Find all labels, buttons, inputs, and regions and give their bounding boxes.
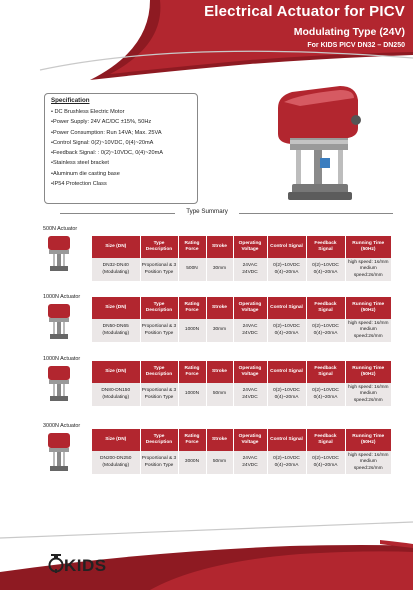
actuator-label: 1000N Actuator [43, 294, 81, 300]
actuator-label: 3000N Actuator [43, 423, 81, 429]
spec-table [92, 361, 391, 406]
column-header: Rating Force [178, 361, 206, 383]
divider [60, 213, 175, 214]
table-row [92, 451, 391, 474]
kids-logo: KIDS [64, 556, 107, 575]
column-header: Feedback Signal [306, 361, 345, 383]
table-cell: 0(2)~10VDC 0(4)~20mA [306, 451, 345, 474]
column-header: Running Time (50Hz) [345, 429, 391, 451]
column-header: Feedback Signal [306, 297, 345, 319]
column-header: Operating Voltage [233, 236, 267, 258]
column-header: Control Signal [267, 429, 306, 451]
column-header: Rating Force [178, 429, 206, 451]
table-cell: 0(2)~10VDC 0(4)~20mA [267, 451, 306, 474]
table-cell: DN50-DN65 (Modulating) [92, 319, 140, 342]
actuator-thumbnail [45, 302, 73, 342]
table-cell: 3000N [178, 451, 206, 474]
table-cell: 24VAC 24VDC [233, 319, 267, 342]
spec-table [92, 236, 391, 281]
spec-item: •Power Supply: 24V AC/DC ±15%, 50Hz [51, 119, 152, 126]
column-header: Rating Force [178, 297, 206, 319]
column-header: Running Time (50Hz) [345, 361, 391, 383]
column-header: Feedback Signal [306, 429, 345, 451]
column-header: Size (DN) [92, 361, 140, 383]
table-cell: 0(2)~10VDC 0(4)~20mA [267, 319, 306, 342]
actuator-thumbnail [45, 431, 73, 475]
table-cell: 0(2)~10VDC 0(4)~20mA [267, 383, 306, 406]
spec-item: •Stainless steel bracket [51, 160, 109, 167]
spec-item: •Feedback Signal: : 0(2)~10VDC, 0(4)~20mA [51, 150, 164, 157]
page-range: For KIDS PICV DN32 – DN250 [307, 42, 405, 49]
table-cell: 30mm [206, 319, 233, 342]
table-cell: DN80-DN150 (Modulating) [92, 383, 140, 406]
table-cell: Proportional & 3 Position Type [140, 258, 178, 281]
specification-box [44, 93, 198, 204]
table-cell: 0(2)~10VDC 0(4)~20mA [306, 258, 345, 281]
column-header: Running Time (50Hz) [345, 236, 391, 258]
spec-table [92, 297, 391, 342]
column-header: Size (DN) [92, 429, 140, 451]
column-header: Type Description [140, 361, 178, 383]
column-header: Stroke [206, 361, 233, 383]
column-header: Size (DN) [92, 236, 140, 258]
column-header: Operating Voltage [233, 361, 267, 383]
table-row [92, 319, 391, 342]
table-cell: 1000N [178, 319, 206, 342]
table-cell: DN32-DN40 (Modulating) [92, 258, 140, 281]
column-header: Operating Voltage [233, 297, 267, 319]
spec-item: •IP54 Protection Class [51, 181, 107, 188]
table-cell: 24VAC 24VDC [233, 258, 267, 281]
column-header: Running Time (50Hz) [345, 297, 391, 319]
column-header: Stroke [206, 429, 233, 451]
table-cell: 24VAC 24VDC [233, 383, 267, 406]
table-cell: 0(2)~10VDC 0(4)~20mA [267, 258, 306, 281]
actuator-label: 1000N Actuator [43, 356, 81, 362]
table-cell: Proportional & 3 Position Type [140, 451, 178, 474]
column-header: Operating Voltage [233, 429, 267, 451]
table-cell: 24VAC 24VDC [233, 451, 267, 474]
table-cell: Proportional & 3 Position Type [140, 383, 178, 406]
specification-title: Specification [51, 97, 90, 104]
spec-item: •Power Consumption: Run 14VA; Max. 25VA [51, 129, 162, 136]
actuator-thumbnail [45, 234, 73, 274]
column-header: Type Description [140, 297, 178, 319]
column-header: Control Signal [267, 297, 306, 319]
column-header: Size (DN) [92, 297, 140, 319]
table-cell: 1000N [178, 383, 206, 406]
table-cell: 0(2)~10VDC 0(4)~20mA [306, 319, 345, 342]
table-cell: Proportional & 3 Position Type [140, 319, 178, 342]
column-header: Type Description [140, 236, 178, 258]
table-cell: high speed: 1s/mm medium speed:2s/mm [345, 451, 391, 474]
spec-item: • DC Brushless Electric Motor [51, 109, 125, 115]
column-header: Stroke [206, 297, 233, 319]
spec-item: •Control Signal: 0(2)~10VDC, 0(4)~20mA [51, 139, 154, 146]
column-header: Type Description [140, 429, 178, 451]
footer-banner [0, 500, 413, 590]
kids-logo-icon [48, 553, 64, 575]
page-title: Electrical Actuator for PICV [204, 3, 405, 20]
column-header: Rating Force [178, 236, 206, 258]
table-row [92, 258, 391, 281]
page-subtitle: Modulating Type (24V) [293, 26, 405, 38]
column-header: Feedback Signal [306, 236, 345, 258]
table-cell: 500N [178, 258, 206, 281]
spec-table [92, 429, 391, 474]
type-summary-title: Type Summary [186, 208, 228, 215]
table-cell: 0(2)~10VDC 0(4)~20mA [306, 383, 345, 406]
table-cell: high speed: 1s/mm medium speed:2s/mm [345, 383, 391, 406]
column-header: Control Signal [267, 236, 306, 258]
actuator-label: 500N Actuator [43, 226, 78, 232]
column-header: Control Signal [267, 361, 306, 383]
actuator-thumbnail [45, 364, 73, 404]
table-row [92, 383, 391, 406]
spec-item: •Aluminum die casting base [51, 170, 120, 177]
column-header: Stroke [206, 236, 233, 258]
table-cell: 50mm [206, 383, 233, 406]
divider [239, 213, 393, 214]
table-cell: high speed: 1s/mm medium speed:2s/mm [345, 258, 391, 281]
table-cell: DN200-DN250 (Modulating) [92, 451, 140, 474]
table-cell: high speed: 1s/mm medium speed:2s/mm [345, 319, 391, 342]
actuator-product-image [270, 78, 365, 203]
table-cell: 30mm [206, 258, 233, 281]
table-cell: 50mm [206, 451, 233, 474]
